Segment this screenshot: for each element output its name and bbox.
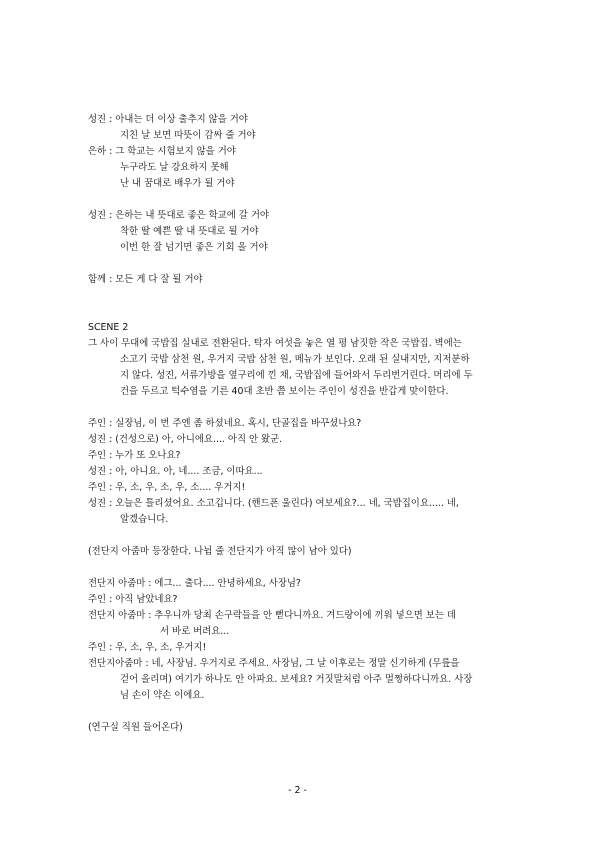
- dialogue-line: 주인 : 누가 또 오나요?: [88, 450, 181, 461]
- dialogue-line: 전단지아줌마 : 네, 사장님. 우거지로 주세요. 사장님, 그 날 이후로는 정말 신기하게 (무릎을: [88, 658, 460, 669]
- dialogue-line: 성진 : 아, 아니요. 아, 네.... 조금, 이따요...: [88, 466, 263, 477]
- dialogue-line: 성진 : (건성으로) 아, 아니에요.... 아직 안 왔군.: [88, 434, 283, 445]
- scene-heading: SCENE 2: [88, 322, 129, 333]
- dialogue-line: 님 손이 약손 이에요.: [120, 690, 205, 701]
- lyric-line: 성진 : 은하는 내 뜻대로 좋은 학교에 갈 거야: [88, 210, 269, 221]
- stage-direction: (전단지 아줌마 등장한다. 나뉨 줄 전단지가 아직 많이 남아 있다): [88, 546, 352, 557]
- lyric-line: 성진 : 아내는 더 이상 출추지 않을 거야: [88, 114, 248, 125]
- lyric-line: 착한 딸 예쁜 딸 내 뜻대로 될 거야: [120, 226, 259, 237]
- lyric-line: 난 내 꿈대로 배우가 될 거야: [120, 178, 235, 189]
- dialogue-line: 주인 : 아직 남았네요?: [88, 594, 178, 605]
- page-number: - 2 -: [288, 785, 307, 796]
- lyric-line: 은하 : 그 학교는 시험보지 않을 거야: [88, 146, 236, 157]
- dialogue-line: 전단지 아줌마 : 추우니까 당최 손구락들을 안 뻗다니까요. 겨드랑이에 끼워 넣으면 보는 데: [88, 610, 456, 621]
- lyric-line: 지친 날 보면 따뜻이 감싸 줄 거야: [120, 130, 256, 141]
- stage-direction-line: 지 않다. 성진, 서류가방을 옆구리에 낀 채, 국밥집에 들어와서 두리번거린다. 머리에 두: [120, 370, 473, 381]
- dialogue-line: 서 바로 버려요...: [160, 626, 230, 637]
- dialogue-line: 알겠습니다.: [120, 514, 169, 525]
- dialogue-line: 주인 : 우, 소, 우, 소, 우거지!: [88, 642, 207, 653]
- dialogue-line: 성진 : 오늘은 틀리셨어요. 소고깁니다. (핸드폰 울린다) 여보세요?... 네, 국밥집이요..... 네,: [88, 498, 459, 509]
- lyric-line: 누구라도 날 강요하지 못해: [120, 162, 229, 173]
- lyric-line: 이번 한 잘 넘기면 좋은 기회 올 거야: [120, 242, 268, 253]
- lyric-line: 함께 : 모든 게 다 잘 될 거야: [88, 274, 203, 285]
- stage-direction-line: 소고기 국밥 삼천 원, 우거지 국밥 삼천 원, 메뉴가 보인다. 오래 된 실내지만, 지저분하: [120, 354, 470, 365]
- stage-direction-line: 그 사이 무대에 국밥집 실내로 전환된다. 탁자 여섯을 놓은 열 평 남짓한 작은 국밥집. 벽에는: [88, 338, 462, 349]
- stage-direction-line: 건을 두르고 턱수염을 기른 40대 초반 쯤 보이는 주인이 성진을 반갑게 맞이한다.: [120, 386, 449, 397]
- dialogue-line: 걷어 올리며) 여기가 하나도 안 아파요. 보세요? 거짓말처럼 아주 멀쩡하다니까요. 사장: [120, 674, 473, 685]
- dialogue-line: 주인 : 실장님, 이 번 주엔 좀 하셨네요. 혹시, 단골집을 바꾸셨나요?: [88, 418, 362, 429]
- dialogue-line: 전단지 아줌마 : 에그... 출다.... 안녕하세요, 사장님?: [88, 578, 301, 589]
- dialogue-line: 주인 : 우, 소, 우, 소, 우, 소.... 우거지!: [88, 482, 246, 493]
- stage-direction: (연구실 직원 들어온다): [88, 722, 183, 733]
